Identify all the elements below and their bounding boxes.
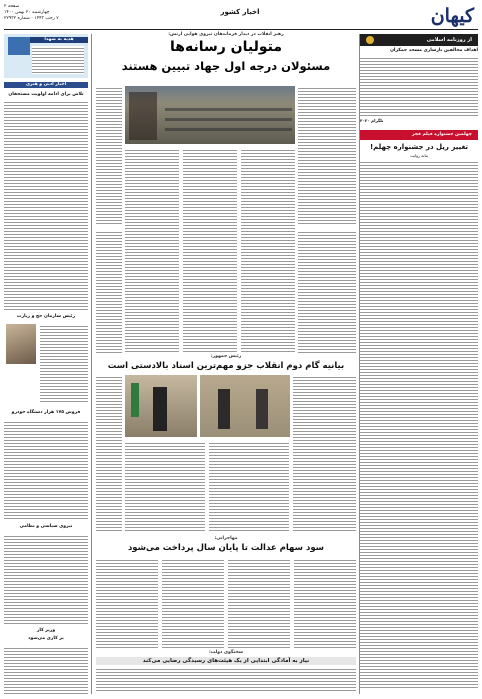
bottom-text-final [96, 667, 356, 693]
festival-kicker: بنابه روایت [409, 153, 429, 158]
bottom-text-col-1 [96, 558, 158, 648]
mid-text-col-1 [125, 441, 205, 533]
left-item-6: بر کاری می‌شود [28, 636, 64, 641]
festival-text [360, 160, 478, 690]
right-box-header [360, 34, 478, 46]
mid-kicker: رئیس جمهور: [210, 354, 242, 359]
masthead-logo [406, 4, 474, 28]
lead-kicker: رهبر انقلاب در دیدار فرماندهان نیروی هوایی ارتش: [168, 32, 284, 37]
date-line: چهارشنبه ۲۰ بهمن ۱۴۰۰ [4, 10, 50, 15]
portrait-photo [6, 324, 36, 364]
lead-text-col-3 [241, 148, 295, 353]
right-box-tag: از روزنامه اسلامی [426, 37, 472, 43]
lead-text-col-1 [125, 148, 179, 353]
bottom-sub-title: نیاز به آمادگی ابتدایی از یک هیئت‌های رسیدگی رضایی می‌کند [96, 657, 356, 665]
emblem-icon [366, 36, 374, 44]
lead-text-col-2 [183, 148, 237, 353]
lead-text-right [298, 86, 356, 226]
festival-title: تغییر ریل در جشنواره چهلم! [369, 143, 469, 151]
mid-photo-2-figure [153, 387, 167, 431]
right-box-title: اهداف مخالفین بازسازی مسجد جمکران [390, 48, 478, 53]
bottom-text-col-4 [294, 558, 356, 648]
left-item-4: نیروی سیاسی و نظامی [19, 524, 73, 529]
gift-icon [8, 37, 30, 55]
mid-photo-1-figure-b [256, 389, 268, 429]
left-sidebar [4, 34, 88, 694]
right-box-end: تلگرام ۲۰۲۰ [360, 118, 384, 123]
left-item-2: رئیس سازمان حج و زیارت [16, 314, 76, 319]
gift-box-title: هدیه به شهدا [30, 37, 88, 43]
lead-title-2: مسئولان درجه اول جهاد تبیین هستند [121, 59, 331, 73]
left-text-5 [4, 646, 88, 694]
lead-text-col-0 [96, 230, 122, 353]
left-text-2 [40, 324, 88, 404]
mid-photo-1-figure-a [218, 389, 230, 429]
left-text-1 [4, 100, 88, 310]
left-column-divider [91, 34, 92, 694]
bottom-title: سود سهام عدالت تا پایان سال پرداخت می‌شود [127, 543, 325, 553]
mid-text-left-edge [96, 375, 122, 533]
bottom-kicker: مهاجرانی: [214, 536, 238, 541]
lead-text-left-edge [96, 86, 122, 226]
date-block [4, 4, 114, 22]
bottom-text-col-3 [228, 558, 290, 648]
mid-title: بیانیه گام دوم انقلاب جزو مهم‌ترین اسناد بالادستی است [107, 361, 345, 371]
festival-header [360, 130, 478, 140]
lead-text-col-4 [298, 230, 356, 353]
right-box-text [360, 56, 478, 116]
left-text-4 [4, 534, 88, 624]
right-column-divider [359, 34, 360, 694]
mid-photo-1 [200, 375, 290, 437]
left-text-3 [4, 420, 88, 520]
flag [131, 383, 139, 417]
masthead-rule [4, 29, 478, 30]
festival-tag: چهلمین جشنواره فیلم فجر [411, 132, 472, 137]
right-sidebar [360, 34, 478, 694]
literary-news-title: اخبار ادبی و هنری [4, 82, 88, 88]
gift-box [4, 34, 88, 78]
issue-line: ۷ رجب ۱۴۴۳ - شماره ۲۲۹۳۲ [4, 16, 59, 21]
mid-photo-2 [125, 375, 197, 437]
left-item-1: تلاش برای ادامه اولویت مستحقان [8, 92, 84, 97]
lead-photo [125, 86, 295, 144]
bottom-text-col-2 [162, 558, 224, 648]
mid-text-col-2 [209, 441, 289, 533]
bottom-kicker-2: سخنگوی دولت: [209, 650, 243, 655]
left-item-3: فروش ۱۷۵ هزار دستگاه خودرو [11, 410, 81, 415]
section-title: اخبار کشور [220, 8, 260, 16]
masthead [0, 0, 482, 30]
lead-title-1: متولیان رسانه‌ها [169, 39, 282, 55]
logo-text: کیهان [430, 5, 474, 27]
page-number: صفحه ۲ [4, 4, 20, 9]
mid-text-right [293, 375, 356, 533]
lead-photo-figure [129, 92, 157, 140]
gift-box-text [32, 46, 84, 74]
left-item-5: وزیر کار [36, 628, 56, 633]
